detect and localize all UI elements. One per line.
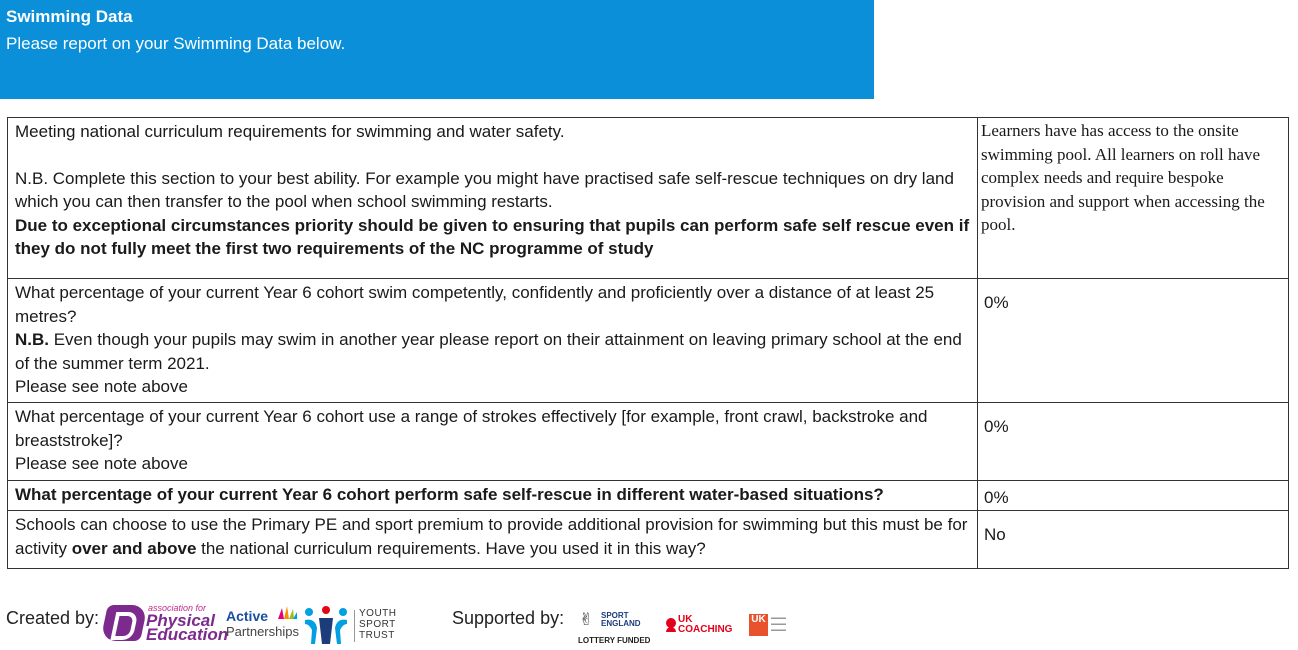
youth-sport-trust-logo: YOUTH SPORT TRUST — [303, 606, 403, 646]
question-strokes-note: Please see note above — [15, 454, 188, 474]
question-self-rescue-cell — [8, 481, 978, 511]
table-row — [8, 511, 1289, 569]
uk-active-mark: UK — [749, 614, 768, 636]
requirements-answer[interactable]: Learners have has access to the onsite swimming pool. All learners on roll have complex needs and require bespoke provision and support when accessing the pool. — [978, 118, 1289, 279]
requirements-heading: Meeting national curriculum requirements for swimming and water safety. — [15, 122, 565, 141]
table-row — [8, 403, 1289, 481]
active-burst-icon — [276, 606, 298, 620]
answer-strokes[interactable]: 0% — [978, 403, 1289, 481]
supported-by-label: Supported by: — [452, 608, 565, 628]
requirements-priority: Due to exceptional circumstances priority should be given to ensuring that pupils can perform safe self rescue even if they do not fully meet the first two requirements of the NC programme of study — [15, 215, 970, 259]
question-strokes-cell — [8, 403, 978, 481]
lottery-funded-label: LOTTERY FUNDED — [578, 636, 651, 645]
uk-coaching-logo: UK COACHING — [664, 614, 738, 638]
answer-self-rescue[interactable]: 0% — [978, 481, 1289, 511]
requirements-note: N.B. Complete this section to your best ability. For example you might have practised safe self-rescue techniques on dry land which you can then transfer to the pool when school swimming restarts. — [15, 168, 954, 212]
afpe-logo: association for Physical Education — [104, 603, 216, 643]
question-25m-note: Please see note above — [15, 377, 188, 397]
lottery-hand-icon: ✌ — [579, 610, 594, 629]
section-subtitle: Please report on your Swimming Data below. — [6, 34, 346, 53]
active-partnerships-logo: Active Partnerships — [226, 608, 299, 639]
answer-premium[interactable]: No — [978, 511, 1289, 569]
table-row — [8, 279, 1289, 403]
answer-25m[interactable]: 0% — [978, 279, 1289, 403]
question-25m-cell — [8, 279, 978, 403]
question-25m-nb: N.B. Even though your pupils may swim in another year please report on their attainment on leaving primary school at the end of the summer term 2021. — [15, 330, 962, 373]
afpe-mark-icon — [100, 605, 148, 641]
swimming-data-table — [7, 117, 1289, 569]
section-title: Swimming Data — [6, 7, 133, 26]
footer-logos — [0, 600, 1298, 650]
question-premium-cell: Schools can choose to use the Primary PE and sport premium to provide additional provision for swimming but this must be for activity over and above the national curriculum requirements. Have you used it in this way? — [8, 511, 978, 569]
question-25m: What percentage of your current Year 6 cohort swim competently, confidently and proficiently over a distance of at least 25 metres? — [15, 283, 935, 326]
requirements-cell — [8, 118, 978, 279]
table-row — [8, 118, 1289, 279]
sport-england-logo: ✌ SPORT ENGLAND LOTTERY FUNDED — [578, 610, 651, 645]
yst-figures-icon — [303, 606, 349, 646]
uk-active-logo: UK ▬▬▬ ▬▬▬ ▬▬▬ — [749, 614, 809, 638]
section-banner — [0, 0, 874, 99]
question-strokes: What percentage of your current Year 6 cohort use a range of strokes effectively [for example, front crawl, backstroke and breaststroke]? — [15, 407, 928, 450]
table-row — [8, 481, 1289, 511]
created-by-label: Created by: — [6, 608, 100, 628]
question-self-rescue: What percentage of your current Year 6 cohort perform safe self-rescue in different water-based situations? — [15, 485, 884, 504]
